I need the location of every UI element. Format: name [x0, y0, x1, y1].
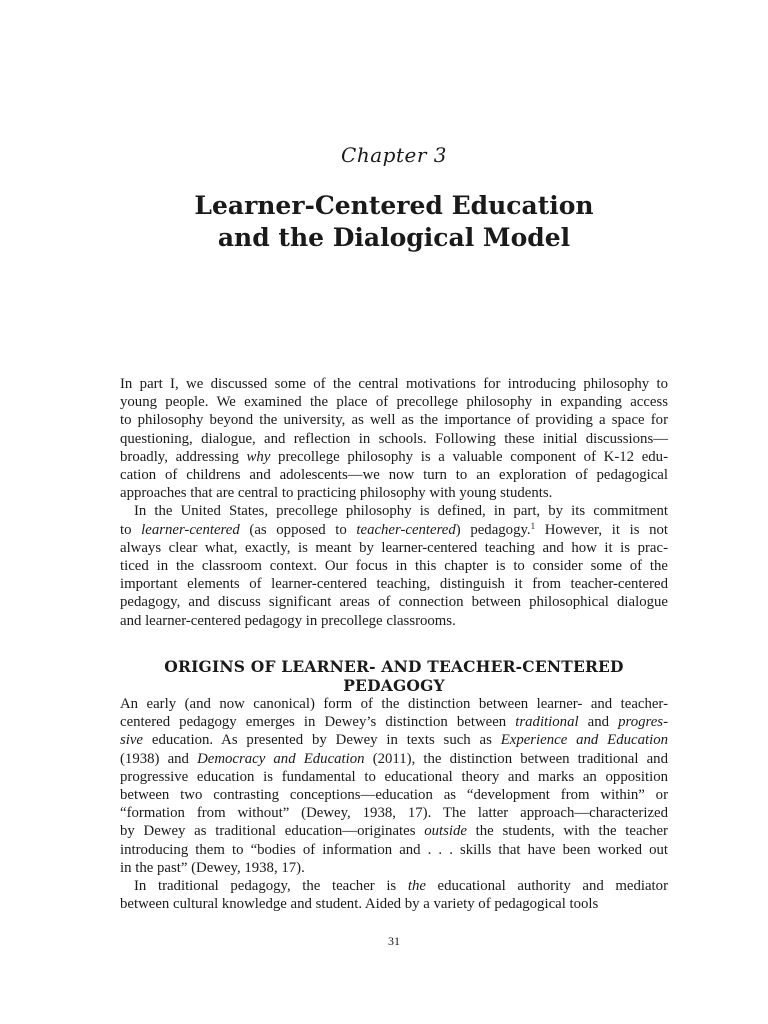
text-line — [120, 539, 668, 557]
text-run: between two contrasting conceptions—education as “development from within” or — [120, 787, 668, 804]
text-run: pedagogy, and discuss significant areas of connection between philosophical dialogue — [120, 594, 668, 611]
text-line — [120, 822, 668, 840]
text-run: introducing them to “bodies of information and . . . skills that have been worked out — [120, 841, 668, 858]
text-line — [120, 411, 668, 429]
text-run: and — [578, 714, 619, 731]
intro-paragraph-1 — [120, 375, 668, 502]
text-run: to — [120, 521, 142, 538]
footnote-marker: 1 — [530, 520, 536, 531]
text-run: progressive education is fundamental to educational theory and marks an opposition — [120, 768, 668, 785]
text-run: In traditional pedagogy, the teacher is — [134, 878, 408, 895]
text-line — [120, 713, 668, 731]
emphasis-text: progres- — [618, 714, 668, 731]
text-run: cation of childrens and adolescents—we now turn to an exploration of pedagogical — [120, 467, 668, 484]
chapter-title-line: and the Dialogical Model — [217, 223, 571, 252]
emphasis-text: why — [246, 448, 271, 465]
intro-text — [120, 375, 668, 630]
emphasis-text: sive — [120, 732, 144, 749]
text-line — [120, 557, 668, 575]
section-paragraph-1 — [120, 695, 668, 877]
text-run: education. As presented by Dewey in texts such as — [143, 732, 501, 749]
text-run: by Dewey as traditional education—originates — [120, 823, 425, 840]
section-paragraph-2 — [120, 877, 668, 913]
text-run: approaches that are central to practicing philosophy with young students. — [120, 485, 553, 502]
chapter-title-line: Learner-Centered Education — [194, 191, 594, 220]
text-run: centered pedagogy emerges in Dewey’s distinction between — [120, 714, 516, 731]
text-run: always clear what, exactly, is meant by learner-centered teaching and how it is prac- — [120, 539, 668, 556]
text-run: (1938) and — [120, 750, 198, 767]
text-line — [120, 731, 668, 749]
text-run: educational authority and mediator — [425, 878, 668, 895]
text-line — [120, 375, 668, 393]
text-line — [120, 502, 668, 520]
text-run: (as opposed to — [239, 521, 357, 538]
text-run: important elements of learner-centered teaching, distinguish it from teacher-centered — [120, 576, 668, 593]
text-run: the students, with the teacher — [466, 823, 668, 840]
text-line — [120, 430, 668, 448]
text-run: between cultural knowledge and student. Aided by a variety of pedagogical tools — [120, 896, 599, 913]
text-run: However, it is not — [535, 521, 668, 538]
emphasis-text: Democracy and Education — [197, 750, 365, 767]
text-line — [120, 521, 668, 539]
text-line — [120, 895, 668, 913]
text-run: “formation from without” (Dewey, 1938, 17). The latter approach—characterized — [120, 805, 668, 822]
text-line — [120, 484, 668, 502]
emphasis-text: traditional — [515, 714, 579, 731]
text-run: in the past” (Dewey, 1938, 17). — [120, 859, 305, 876]
text-line — [120, 750, 668, 768]
text-run: ticed in the classroom context. Our focus in this chapter is to consider some of the — [120, 558, 668, 575]
text-run: broadly, addressing — [120, 448, 247, 465]
text-line — [120, 575, 668, 593]
text-run: young people. We examined the place of precollege philosophy in expanding access — [120, 394, 668, 411]
section-heading: ORIGINS OF LEARNER- AND TEACHER-CENTERED PEDAGOGY — [164, 657, 624, 695]
emphasis-text: outside — [424, 823, 467, 840]
text-line — [120, 448, 668, 466]
text-line — [120, 393, 668, 411]
text-run: In the United States, precollege philosophy is defined, in part, by its commitment — [134, 503, 668, 520]
intro-paragraph-2 — [120, 502, 668, 629]
emphasis-text: teacher-centered — [356, 521, 456, 538]
text-run: An early (and now canonical) form of the distinction between learner- and teacher- — [120, 696, 668, 712]
page-number: 31 — [388, 934, 400, 948]
text-run: In part I, we discussed some of the central motivations for introducing philosophy to — [120, 376, 668, 392]
emphasis-text: the — [407, 878, 426, 895]
chapter-title — [0, 190, 768, 254]
text-line — [120, 859, 668, 877]
text-run: precollege philosophy is a valuable component of K-12 edu- — [270, 448, 669, 465]
text-line — [120, 877, 668, 895]
text-line — [120, 612, 668, 630]
text-run: to philosophy beyond the university, as well as the importance of providing a space for — [120, 412, 668, 429]
text-run: and learner-centered pedagogy in precollege classrooms. — [120, 612, 456, 629]
text-line — [120, 768, 668, 786]
text-line — [120, 695, 668, 713]
text-line — [120, 466, 668, 484]
emphasis-text: learner-centered — [141, 521, 240, 538]
text-line — [120, 786, 668, 804]
text-run: (2011), the distinction between traditional and — [364, 750, 668, 767]
chapter-label: Chapter 3 — [341, 143, 447, 167]
text-line — [120, 804, 668, 822]
section-text — [120, 695, 668, 913]
text-line — [120, 841, 668, 859]
text-run: questioning, dialogue, and reflection in schools. Following these initial discussions— — [120, 430, 668, 447]
text-run: ) pedagogy. — [455, 521, 531, 538]
text-line — [120, 593, 668, 611]
emphasis-text: Experience and Education — [500, 732, 668, 749]
